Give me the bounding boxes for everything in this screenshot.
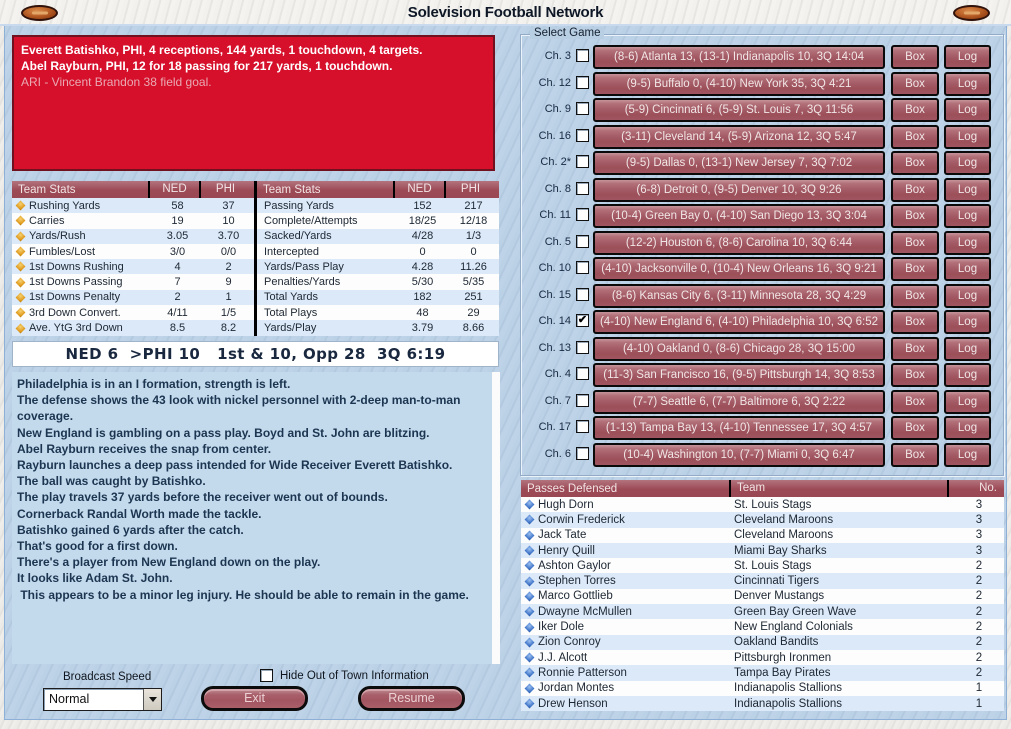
stat-label: Yards/Pass Play [264,260,344,273]
stat-value-phi: 1/3 [465,230,482,243]
diamond-bullet-icon [525,699,535,709]
stat-value-ned: 152 [413,199,432,212]
stat-row [12,274,254,289]
stat-value-phi: 8.2 [220,322,237,335]
stat-label: Yards/Rush [29,230,86,243]
game-row [521,257,1003,283]
stat-row [12,320,254,335]
game-log-button[interactable]: Log [944,284,991,308]
passes-count: 3 [975,513,983,526]
player-name: Henry Quill [538,544,595,557]
stat-row [257,244,499,259]
game-score-button[interactable]: (4-10) Oakland 0, (8-6) Chicago 28, 3Q 15:00 [593,337,885,361]
box-score-button[interactable]: Box [891,72,939,96]
game-score-button[interactable]: (10-4) Green Bay 0, (4-10) San Diego 13, 3Q 3:04 [593,204,885,228]
passes-defensed-row [521,589,1004,604]
stat-value-ned: 4/11 [167,306,188,319]
team-name: Cincinnati Tigers [734,575,820,588]
game-log-button[interactable]: Log [944,416,991,440]
game-checkbox[interactable] [576,49,589,62]
window-title: Solevision Football Network [407,4,604,21]
scoreline-banner: NED 6 >PHI 10 1st & 10, Opp 28 3Q 6:19 [12,341,499,367]
box-score-button[interactable]: Box [891,45,939,69]
passes-count: 3 [975,498,983,511]
stat-label: Passing Yards [264,199,334,212]
passes-count: 1 [975,682,983,695]
stat-label: 3rd Down Convert. [29,306,121,319]
player-name: Corwin Frederick [538,513,625,526]
game-score-button[interactable]: (5-9) Cincinnati 6, (5-9) St. Louis 7, 3Q 11:56 [593,98,885,122]
box-score-button[interactable]: Box [891,416,939,440]
game-row [521,98,1003,124]
game-checkbox[interactable] [576,155,589,168]
player-name: Drew Henson [538,697,608,710]
stat-value-phi: 251 [464,291,483,304]
stat-value-ned: 4.28 [411,260,434,273]
highlight-line: ARI - Vincent Brandon 38 field goal. [21,75,212,89]
game-checkbox[interactable] [576,129,589,142]
team-name: Denver Mustangs [734,590,825,603]
box-score-button[interactable]: Box [891,151,939,175]
team-name: Indianapolis Stallions [734,697,843,710]
play-by-play-line: This appears to be a minor leg injury. He should be able to remain in the game. [17,587,469,602]
game-score-button[interactable]: (10-4) Washington 10, (7-7) Miami 0, 3Q 6:47 [593,443,885,467]
game-log-button[interactable]: Log [944,72,991,96]
channel-label: Ch. 8 [544,182,571,195]
stat-value-phi: 0/0 [220,245,237,258]
stat-value-phi: 12/18 [459,214,488,227]
game-highlights-box [12,35,495,171]
stat-row [12,305,254,320]
game-checkbox[interactable] [576,235,589,248]
passes-count: 2 [975,559,983,572]
stat-row [257,229,499,244]
hide-out-of-town-label: Hide Out of Town Information [280,669,429,682]
channel-label: Ch. 7 [544,394,571,407]
stat-value-ned: 7 [174,276,181,289]
player-name: Zion Conroy [538,636,601,649]
stats-header-ned: NED [148,181,199,198]
passes-defensed-table [521,480,1004,711]
stat-row [12,244,254,259]
title-bar [0,0,1011,26]
game-log-button[interactable]: Log [944,310,991,334]
game-log-button[interactable]: Log [944,45,991,69]
diamond-bullet-icon [525,668,535,678]
game-checkbox[interactable] [576,182,589,195]
passes-count: 2 [975,651,983,664]
game-row [521,125,1003,151]
diamond-bullet-icon [16,277,26,287]
passes-count: 2 [975,605,983,618]
stat-label: Rushing Yards [29,199,101,212]
team-name: St. Louis Stags [734,559,812,572]
diamond-bullet-icon [525,591,535,601]
channel-label: Ch. 11 [539,209,571,221]
box-score-button[interactable]: Box [891,231,939,255]
play-by-play-line: The defense shows the 43 look with nickel personnel with 2-deep man-to-man coverage. [17,393,464,424]
game-log-button[interactable]: Log [944,231,991,255]
team-stats-table-left [12,181,254,336]
stats-header-ned: NED [393,181,444,198]
passes-defensed-row [521,681,1004,696]
stat-value-phi: 217 [464,199,483,212]
team-name: Indianapolis Stallions [734,682,843,695]
stat-label: 1st Downs Rushing [29,260,124,273]
passes-count: 2 [975,666,983,679]
game-score-button[interactable]: (8-6) Atlanta 13, (13-1) Indianapolis 10, 3Q 14:04 [593,45,885,69]
stat-label: Yards/Play [264,322,317,335]
stat-row [12,229,254,244]
game-log-button[interactable]: Log [944,204,991,228]
stats-header-phi: PHI [199,181,250,198]
stat-label: Total Yards [264,291,319,304]
game-log-button[interactable]: Log [944,151,991,175]
play-by-play-line: Philadelphia is in an I formation, strength is left. [17,377,291,391]
channel-label: Ch. 12 [538,76,571,89]
passes-defensed-row [521,619,1004,634]
play-log-scrollbar[interactable] [492,372,500,664]
stats-header-label: Team Stats [18,183,76,196]
player-name: Dwayne McMullen [538,605,632,618]
play-by-play-line: Cornerback Randal Worth made the tackle. [17,506,262,521]
game-log-button[interactable]: Log [944,98,991,122]
team-stats-table-right [257,181,499,336]
team-name: St. Louis Stags [734,498,812,511]
stat-value-ned: 3.05 [166,230,189,243]
play-by-play-line: Batishko gained 6 yards after the catch. [17,522,244,537]
broadcast-speed-value: Normal [49,692,90,706]
box-score-button[interactable]: Box [891,284,939,308]
player-name: Hugh Dorn [538,498,594,511]
dropdown-button[interactable] [143,689,161,710]
game-checkbox[interactable] [576,288,589,301]
stat-value-phi: 11.26 [460,260,487,273]
diamond-bullet-icon [525,576,535,586]
play-by-play-line: That's good for a first down. [17,539,178,554]
game-log-button[interactable]: Log [944,337,991,361]
diamond-bullet-icon [16,292,26,302]
box-score-button[interactable]: Box [891,337,939,361]
player-name: Iker Dole [538,621,585,634]
highlight-line: Everett Batishko, PHI, 4 receptions, 144 yards, 1 touchdown, 4 targets. [21,43,423,57]
diamond-bullet-icon [525,683,535,693]
game-score-button[interactable]: (7-7) Seattle 6, (7-7) Baltimore 6, 3Q 2:22 [593,390,885,414]
stat-value-ned: 3.79 [411,322,434,335]
game-log-button[interactable]: Log [944,125,991,149]
play-by-play-line: It looks like Adam St. John. [17,571,173,586]
stat-row [257,213,499,228]
game-score-button[interactable]: (1-13) Tampa Bay 13, (4-10) Tennessee 17, 3Q 4:57 [593,416,885,440]
diamond-bullet-icon [525,515,535,525]
play-by-play-line: The play travels 37 yards before the receiver went out of bounds. [17,490,388,505]
channel-label: Ch. 2* [540,156,571,168]
broadcast-speed-dropdown[interactable] [43,688,162,711]
channel-label: Ch. 9 [544,103,571,115]
diamond-bullet-icon [525,561,535,571]
passes-defensed-row [521,650,1004,665]
passes-count: 2 [975,590,983,603]
select-game-legend: Select Game [530,27,604,39]
passes-defensed-row [521,573,1004,588]
passes-header-row [521,480,1004,497]
game-checkbox[interactable] [576,447,589,460]
stat-value-phi: 29 [467,306,480,319]
game-row [521,231,1003,257]
diamond-bullet-icon [16,216,26,226]
box-score-button[interactable]: Box [891,310,939,334]
game-log-button[interactable]: Log [944,363,991,387]
team-name: Pittsburgh Ironmen [734,651,832,664]
player-name: Stephen Torres [538,575,616,588]
passes-defensed-row [521,512,1004,527]
stat-label: 1st Downs Passing [29,276,123,289]
diamond-bullet-icon [16,201,26,211]
stat-value-phi: 2 [225,260,232,273]
passes-defensed-row [521,665,1004,680]
passes-defensed-row [521,558,1004,573]
stat-row [257,259,499,274]
diamond-bullet-icon [525,622,535,632]
player-name: Ashton Gaylor [538,559,611,572]
game-score-button[interactable]: (4-10) Jacksonville 0, (10-4) New Orleans 16, 3Q 9:21 [593,257,885,281]
stat-label: Total Plays [264,306,318,319]
game-checkbox[interactable] [576,208,589,221]
main-panel [4,26,1007,720]
stat-row [257,274,499,289]
diamond-bullet-icon [525,637,535,647]
game-score-button[interactable]: (11-3) San Francisco 16, (9-5) Pittsburgh 14, 3Q 8:53 [593,363,885,387]
stat-row [12,198,254,213]
passes-count: 2 [975,621,983,634]
box-score-button[interactable]: Box [891,125,939,149]
stat-label: Complete/Attempts [264,214,358,227]
game-score-button[interactable]: (6-8) Detroit 0, (9-5) Denver 10, 3Q 9:26 [593,178,885,202]
game-row [521,72,1003,98]
football-icon [953,5,990,21]
stat-label: Carries [29,214,65,227]
game-checkbox[interactable] [576,76,589,89]
stat-label: Intercepted [264,245,320,258]
stats-header-phi: PHI [444,181,495,198]
box-score-button[interactable]: Box [891,390,939,414]
diamond-bullet-icon [16,308,26,318]
passes-defensed-row [521,543,1004,558]
play-by-play-line: The ball was caught by Batishko. [17,474,206,489]
diamond-bullet-icon [525,546,535,556]
game-row [521,284,1003,310]
stat-value-phi: 8.66 [462,322,485,335]
stat-value-ned: 48 [416,306,429,319]
stat-row [12,213,254,228]
game-log-button[interactable]: Log [944,443,991,467]
stat-value-ned: 5/30 [411,276,434,289]
game-log-button[interactable]: Log [944,257,991,281]
stat-value-phi: 1/5 [220,306,237,319]
channel-label: Ch. 4 [544,368,571,380]
passes-count: 3 [975,529,983,542]
stat-label: Penalties/Yards [264,276,341,289]
passes-header-player: Passes Defensed [527,482,618,495]
game-checkbox[interactable] [576,394,589,407]
team-name: Green Bay Green Wave [734,605,857,618]
diamond-bullet-icon [16,247,26,257]
stat-value-ned: 4/28 [411,230,434,243]
game-log-button[interactable]: Log [944,390,991,414]
passes-header-team: Team [729,480,947,497]
game-score-button[interactable]: (4-10) New England 6, (4-10) Philadelphia 10, 3Q 6:52 [593,310,885,334]
channel-label: Ch. 6 [544,447,571,460]
channel-label: Ch. 16 [538,129,571,142]
game-score-button[interactable]: (8-6) Kansas City 6, (3-11) Minnesota 28, 3Q 4:29 [593,284,885,308]
game-row [521,45,1003,71]
diamond-bullet-icon [525,607,535,617]
team-stats-tables [12,181,499,336]
stat-value-phi: 9 [225,276,232,289]
box-score-button[interactable]: Box [891,98,939,122]
stat-value-ned: 182 [413,291,432,304]
game-row [521,443,1003,469]
box-score-button[interactable]: Box [891,443,939,467]
stat-value-phi: 0 [470,245,477,258]
player-name: Marco Gottlieb [538,590,613,603]
exit-button[interactable]: Exit [201,686,308,711]
passes-header-number: No. [947,480,1004,497]
stat-label: 1st Downs Penalty [29,291,121,304]
diamond-bullet-icon [16,262,26,272]
passes-defensed-row [521,497,1004,512]
game-checkbox[interactable] [576,420,589,433]
play-by-play-line: Abel Rayburn receives the snap from center. [17,441,272,456]
passes-count: 1 [975,697,983,710]
chevron-down-icon [149,697,157,702]
stat-value-ned: 18/25 [408,214,437,227]
stat-value-ned: 8.5 [169,322,186,335]
box-score-button[interactable]: Box [891,363,939,387]
stat-label: Sacked/Yards [264,230,332,243]
play-by-play-line: New England is gambling on a pass play. Boyd and St. John are blitzing. [17,425,430,440]
channel-label: Ch. 10 [538,262,571,274]
stat-value-phi: 3.70 [217,230,240,243]
stat-row [257,320,499,335]
game-row [521,363,1003,389]
team-name: Miami Bay Sharks [734,544,827,557]
play-by-play-line: Rayburn launches a deep pass intended for Wide Receiver Everett Batishko. [17,458,453,473]
player-name: Jack Tate [538,529,587,542]
game-score-button[interactable]: (9-5) Dallas 0, (13-1) New Jersey 7, 3Q 7:02 [593,151,885,175]
game-row [521,416,1003,442]
resume-button[interactable]: Resume [358,686,465,711]
game-row [521,337,1003,363]
diamond-bullet-icon [525,500,535,510]
stat-row [12,290,254,305]
game-row [521,178,1003,204]
box-score-button[interactable]: Box [891,204,939,228]
passes-defensed-row [521,696,1004,711]
game-row [521,151,1003,177]
game-score-button[interactable]: (3-11) Cleveland 14, (5-9) Arizona 12, 3Q 5:47 [593,125,885,149]
team-name: New England Colonials [734,621,853,634]
play-by-play-log [12,372,492,664]
channel-label: Ch. 5 [544,235,571,248]
team-name: Tampa Bay Pirates [734,666,831,679]
player-name: Ronnie Patterson [538,666,627,679]
game-checkbox[interactable] [576,102,589,115]
stat-value-ned: 0 [419,245,426,258]
stats-header-row [12,181,254,198]
stat-value-ned: 19 [171,214,184,227]
stat-value-ned: 4 [174,260,181,273]
stats-header-label: Team Stats [263,183,321,196]
stats-header-row [257,181,499,198]
box-score-button[interactable]: Box [891,178,939,202]
stat-value-ned: 58 [171,199,184,212]
diamond-bullet-icon [525,530,535,540]
diamond-bullet-icon [525,653,535,663]
stat-value-phi: 37 [222,199,235,212]
passes-count: 2 [975,636,983,649]
stat-value-phi: 1 [225,291,232,304]
stat-label: Ave. YtG 3rd Down [29,322,123,335]
channel-label: Ch. 3 [544,50,571,62]
select-game-groupbox [520,27,1004,476]
player-name: Jordan Montes [538,682,615,695]
diamond-bullet-icon [16,231,26,241]
stat-value-phi: 5/35 [462,276,485,289]
game-checkbox[interactable]: ✔ [577,314,588,326]
game-score-button[interactable]: (9-5) Buffalo 0, (4-10) New York 35, 3Q 4:21 [593,72,885,96]
team-name: Cleveland Maroons [734,529,834,542]
broadcast-speed-label: Broadcast Speed [63,671,152,683]
game-checkbox[interactable] [576,341,589,354]
game-row [521,390,1003,416]
stat-row [257,290,499,305]
game-score-button[interactable]: (12-2) Houston 6, (8-6) Carolina 10, 3Q 6:44 [593,231,885,255]
diamond-bullet-icon [16,323,26,333]
highlight-line: Abel Rayburn, PHI, 12 for 18 passing for 217 yards, 1 touchdown. [21,59,393,73]
player-name: J.J. Alcott [538,651,588,664]
stat-row [12,259,254,274]
game-checkbox[interactable] [576,261,589,274]
box-score-button[interactable]: Box [891,257,939,281]
stat-value-phi: 10 [222,214,235,227]
stat-value-ned: 2 [174,291,181,304]
passes-count: 2 [975,575,983,588]
game-log-button[interactable]: Log [944,178,991,202]
channel-label: Ch. 14 [538,315,571,327]
passes-defensed-row [521,635,1004,650]
channel-label: Ch. 17 [538,421,571,433]
team-name: Oakland Bandits [734,636,819,649]
passes-defensed-row [521,604,1004,619]
game-row [521,310,1003,336]
hide-out-of-town-checkbox[interactable] [260,669,273,682]
passes-count: 3 [975,544,983,557]
game-checkbox[interactable] [576,367,589,380]
game-row [521,204,1003,230]
stat-row [257,305,499,320]
passes-defensed-row [521,528,1004,543]
stat-label: Fumbles/Lost [29,245,96,258]
stat-value-ned: 3/0 [169,245,186,258]
play-by-play-line: There's a player from New England down on the play. [17,555,321,570]
channel-label: Ch. 13 [538,341,571,354]
stat-row [257,198,499,213]
channel-label: Ch. 15 [538,288,571,301]
team-name: Cleveland Maroons [734,513,834,526]
